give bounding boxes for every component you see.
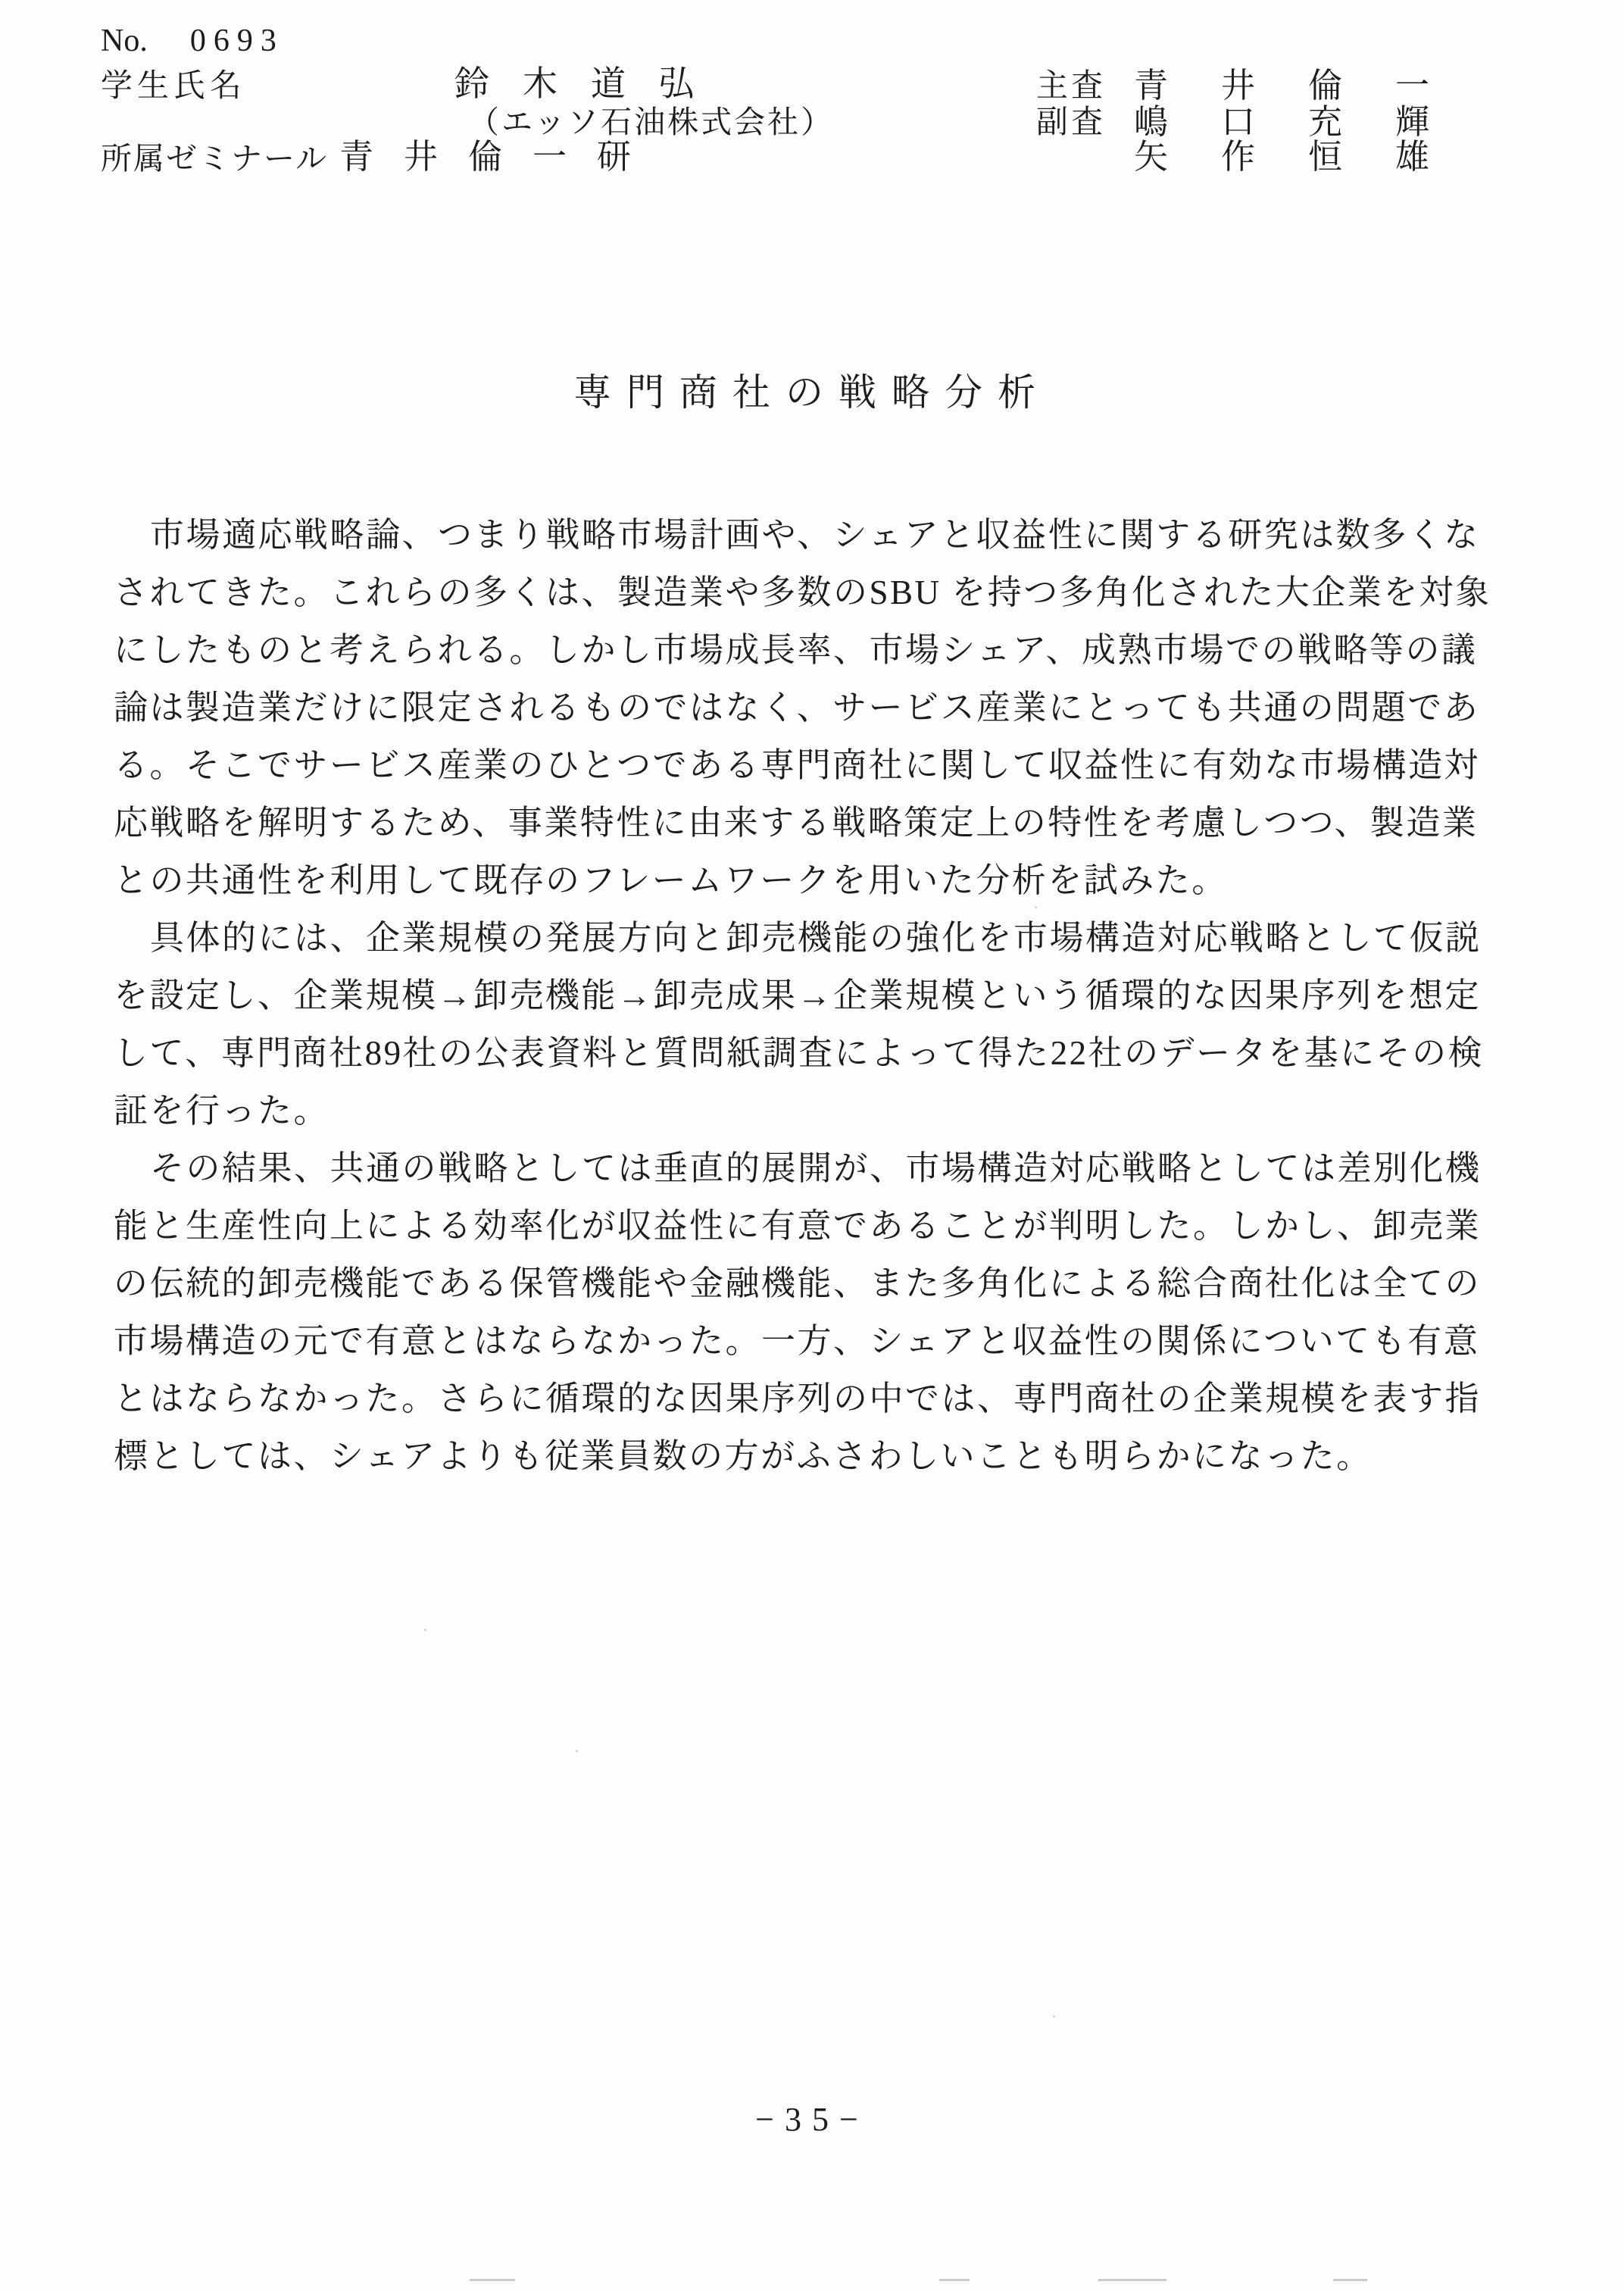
abstract-line: 市場適応戦略論、つまり戦略市場計画や、シェアと収益性に関する研究は数多くな — [150, 516, 1480, 554]
scan-speck — [576, 1750, 578, 1752]
scan-edge-artifact — [470, 2279, 515, 2281]
abstract-line: を設定し、企業規模→卸売機能→卸売成果→企業規模という循環的な因果序列を想定 — [114, 977, 1482, 1014]
abstract-line: 具体的には、企業規模の発展方向と卸売機能の強化を市場構造対応戦略として仮説 — [150, 919, 1482, 957]
third-examiner-name: 矢作恒雄 — [1134, 138, 1483, 176]
student-name-value: 鈴木道弘 — [454, 64, 727, 103]
scan-speck — [1035, 906, 1037, 908]
document-number-value: 0693 — [189, 23, 284, 58]
chief-examiner-label: 主査 — [1036, 69, 1107, 104]
abstract-line: 証を行った。 — [114, 1092, 330, 1130]
abstract-line: とはならなかった。さらに循環的な因果序列の中では、専門商社の企業規模を表す指 — [114, 1380, 1482, 1417]
page-title: 専門商社の戦略分析 — [573, 371, 1051, 414]
abstract-line: その結果、共通の戦略としては垂直的展開が、市場構造対応戦略としては差別化機 — [150, 1149, 1482, 1187]
abstract-line: との共通性を利用して既存のフレームワークを用いた分析を試みた。 — [114, 861, 1228, 899]
abstract-line: 標としては、シェアよりも従業員数の方がふさわしいことも明らかになった。 — [114, 1437, 1373, 1475]
scan-edge-artifact — [1098, 2279, 1166, 2281]
scan-speck — [1053, 2015, 1055, 2018]
scan-edge-artifact — [1333, 2279, 1367, 2281]
seminar-label: 所属ゼミナール — [101, 141, 329, 176]
abstract-line: されてきた。これらの多くは、製造業や多数のSBU を持つ多角化された大企業を対象 — [114, 574, 1491, 611]
abstract-body — [114, 506, 1538, 1485]
abstract-line: 市場構造の元で有意とはならなかった。一方、シェアと収益性の関係についても有意 — [114, 1322, 1480, 1360]
scan-speck — [424, 817, 427, 820]
abstract-line: にしたものと考えられる。しかし市場成長率、市場シェア、成熟市場での戦略等の議 — [114, 631, 1478, 669]
chief-examiner-name: 青井倫一 — [1134, 67, 1483, 105]
page-number: −35− — [755, 2101, 869, 2138]
abstract-line: る。そこでサービス産業のひとつである専門商社に関して収益性に有効な市場構造対 — [114, 746, 1481, 784]
abstract-line: 応戦略を解明するため、事業特性に由来する戦略策定上の特性を考慮しつつ、製造業 — [114, 804, 1479, 842]
abstract-line: 論は製造業だけに限定されるものではなく、サービス産業にとっても共通の問題であ — [114, 689, 1480, 727]
abstract-line: 能と生産性向上による効率化が収益性に有意であることが判明した。しかし、卸売業 — [114, 1207, 1482, 1245]
student-affiliation: （エッソ石油株式会社） — [468, 105, 835, 139]
student-name-label: 学生氏名 — [101, 69, 247, 104]
seminar-value: 青井倫一研 — [339, 138, 662, 176]
document-number-row — [101, 23, 284, 59]
abstract-line: して、専門商社89社の公表資料と質問紙調査によって得た22社のデータを基にその検 — [114, 1034, 1485, 1072]
vice-examiner-label: 副査 — [1036, 105, 1107, 140]
vice-examiner-name: 嶋口充輝 — [1134, 103, 1483, 141]
document-number-label: No. — [101, 23, 148, 58]
scan-speck — [424, 1629, 426, 1631]
scan-edge-artifact — [939, 2279, 970, 2281]
abstract-line: の伝統的卸売機能である保管機能や金融機能、また多角化による総合商社化は全ての — [114, 1264, 1482, 1302]
